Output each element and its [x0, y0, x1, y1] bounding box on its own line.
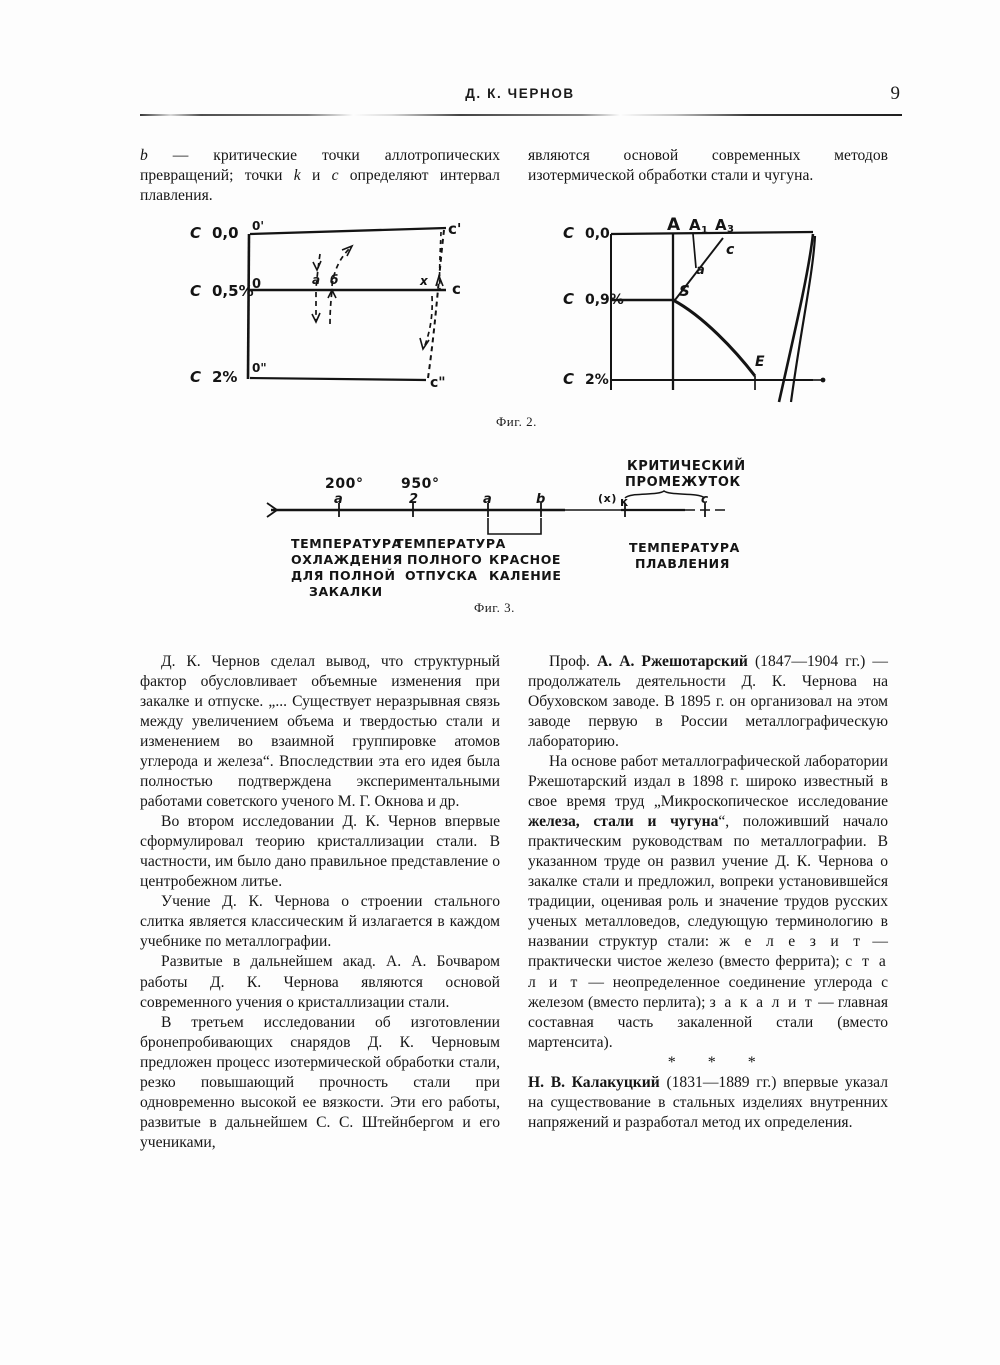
section-divider-stars: * * * [667, 1053, 770, 1071]
fig3-svg [265, 459, 746, 600]
svg-text:0,9%: 0,9% [585, 292, 624, 308]
svg-text:c": c" [430, 375, 446, 391]
paragraph: являются основой современных методов изотермической обработки стали и чугуна. [528, 147, 888, 185]
body-right-column [528, 652, 888, 1133]
svg-text:(x): (x) [598, 492, 617, 505]
svg-text:0,0: 0,0 [585, 226, 610, 242]
svg-text:0,5%: 0,5% [212, 282, 254, 300]
svg-text:C: C [563, 290, 575, 308]
text-a: На основе работ металлографической лаборатории Ржешотарский издал в 1898 г. широко известный в свое время труд „Микроскопическое исследование [528, 753, 888, 811]
text-e: — главная составная часть закаленной стали (вместо мартенсита). [528, 993, 889, 1051]
lead-text: Проф. [549, 653, 597, 670]
svg-text:0,0: 0,0 [212, 224, 239, 242]
person-name: А. А. Ржешотарский [596, 653, 748, 670]
running-head-title: Д. К. ЧЕРНОВ [465, 86, 575, 101]
svg-text:к: к [620, 495, 629, 509]
svg-text:A: A [715, 216, 727, 234]
svg-text:x: x [420, 274, 428, 288]
figure-3 [265, 459, 746, 600]
svg-text:КАЛЕНИЕ: КАЛЕНИЕ [489, 568, 562, 583]
top-left-column [140, 146, 500, 206]
figure-2-left-chart [190, 212, 490, 397]
svg-text:0": 0" [252, 361, 267, 375]
svg-text:2%: 2% [585, 372, 609, 388]
svg-text:КРАСНОЕ: КРАСНОЕ [489, 552, 562, 567]
paragraph: Во втором исследовании Д. К. Чернов впервые сформулировал теорию кристаллизации стали. В частности, им было дано правильное представление о центробежном литье. [140, 813, 500, 891]
svg-text:ПЛАВЛЕНИЯ: ПЛАВЛЕНИЯ [635, 556, 730, 571]
svg-text:a: a [312, 273, 321, 287]
svg-text:a: a [696, 263, 705, 278]
svg-text:a: a [483, 492, 493, 507]
paragraph: Развитые в дальнейшем акад. А. А. Бочваром работы Д. К. Чернова являются основой современного учения о кристаллизации стали. [140, 953, 500, 1011]
svg-text:c: c [726, 242, 735, 258]
svg-text:ТЕМПЕРАТУРА: ТЕМПЕРАТУРА [291, 536, 402, 551]
term-stalit: с т а л и т [528, 953, 888, 991]
paragraph-kalakutsky [528, 1073, 888, 1133]
svg-text:E: E [755, 354, 765, 370]
svg-text:0': 0' [252, 219, 265, 233]
fig2-right-svg [563, 212, 873, 402]
svg-text:ДЛЯ ПОЛНОЙ: ДЛЯ ПОЛНОЙ [291, 568, 396, 583]
svg-text:c: c [452, 280, 461, 298]
svg-text:ТЕМПЕРАТУРА: ТЕМПЕРАТУРА [629, 540, 740, 555]
term-zhelezit: ж е л е з и т [719, 933, 863, 951]
svg-text:б: б [330, 273, 339, 287]
person-name: Н. В. Калакуцкий [528, 1074, 660, 1092]
svg-text:200°: 200° [325, 476, 364, 492]
text-d: — неопределенное соединение углерода с железом (вместо перлита); [528, 973, 889, 1011]
header-rule [140, 114, 902, 116]
paragraph-rzheshotarsky [528, 652, 888, 752]
svg-text:ПРОМЕЖУТОК: ПРОМЕЖУТОК [625, 475, 741, 490]
fig2-left-svg [190, 212, 490, 397]
svg-text:КРИТИЧЕСКИЙ: КРИТИЧЕСКИЙ [627, 459, 746, 474]
running-head [140, 83, 900, 108]
svg-text:b: b [536, 492, 546, 507]
svg-text:C: C [190, 224, 202, 242]
svg-text:c: c [701, 492, 709, 506]
figure-2-right-chart [563, 212, 873, 402]
paragraph: Д. К. Чернов сделал вывод, что структурный фактор обусловливает объемные изменения при закалке и отпуске. „... Существует неразрывная связь между увеличением объема и твердостью стали и изменением во взаимной группировке атомов углерода и железа“. Впоследствии эта его идея была полностью подтверждена экспериментальными работами советского ученого М. Г. Окнова и др. [140, 653, 500, 811]
work-title: железа, стали и чугуна [528, 813, 719, 831]
svg-text:950°: 950° [401, 476, 440, 492]
svg-text:ОТПУСКА: ОТПУСКА [405, 568, 478, 583]
term-zakalit: з а к а л и т [709, 993, 814, 1011]
paragraph: В третьем исследовании об изготовлении бронепробивающих снарядов Д. К. Черновым предложен процесс изотермической обработки стали, резко повышающий прочность стали при одновременно высокой ее вязкости. Эти его работы, развитые в дальнейшем С. С. Штейнбергом и его учениками, [140, 1013, 500, 1151]
text-b: “, положивший начало практическим руководствам по металлографии. В указанном труде он развил учение Д. К. Чернова о закалке стали и предложил, вопреки установившейся традиции, оценивая роль и значение трудов русских ученых металловедов, следующую терминологию в названии структур стали: [528, 813, 889, 951]
rest-text: (1831—1889 гг.) впервые указал на существование в стальных изделиях внутренних напряжений и разработал метод их определения. [528, 1074, 888, 1132]
svg-text:ОХЛАЖДЕНИЯ: ОХЛАЖДЕНИЯ [291, 552, 403, 567]
svg-text:1: 1 [701, 225, 708, 236]
svg-text:C: C [190, 282, 202, 300]
figure-3-caption: Фиг. 3. [474, 600, 515, 615]
rest-text: (1847—1904 гг.) — продолжатель деятельности Д. К. Чернова на Обуховском заводе. В 1895 г. он организовал на этом заводе первую в России металлографическую лабораторию. [528, 653, 888, 751]
paragraph: b — критические точки аллотропических превращений; точки k и c определяют интервал плавления. [140, 147, 500, 205]
paragraph: Учение Д. К. Чернова о строении стального слитка является классическим й излагается в каждом учебнике по металлографии. [140, 893, 500, 951]
svg-text:ЗАКАЛКИ: ЗАКАЛКИ [309, 584, 383, 599]
text-c: — практически чистое железо (вместо феррита); [528, 933, 888, 971]
body-left-column [140, 652, 500, 1153]
svg-text:2: 2 [409, 492, 419, 507]
svg-text:ПОЛНОГО: ПОЛНОГО [407, 552, 483, 567]
svg-text:C: C [563, 224, 575, 242]
svg-text:c': c' [448, 220, 462, 238]
figure-2-caption: Фиг. 2. [496, 414, 537, 429]
svg-text:C: C [190, 368, 202, 386]
svg-text:2%: 2% [212, 368, 238, 386]
svg-text:3: 3 [727, 224, 734, 235]
svg-text:C: C [563, 370, 575, 388]
top-right-column [528, 146, 888, 186]
svg-text:a: a [334, 492, 344, 507]
svg-text:A: A [667, 215, 681, 235]
svg-text:ТЕМПЕРАТУРА: ТЕМПЕРАТУРА [395, 536, 506, 551]
svg-text:0: 0 [252, 277, 262, 292]
svg-text:A: A [689, 216, 701, 234]
page-number: 9 [890, 83, 900, 104]
paragraph-terminology [528, 752, 888, 1052]
svg-text:S: S [679, 282, 690, 300]
